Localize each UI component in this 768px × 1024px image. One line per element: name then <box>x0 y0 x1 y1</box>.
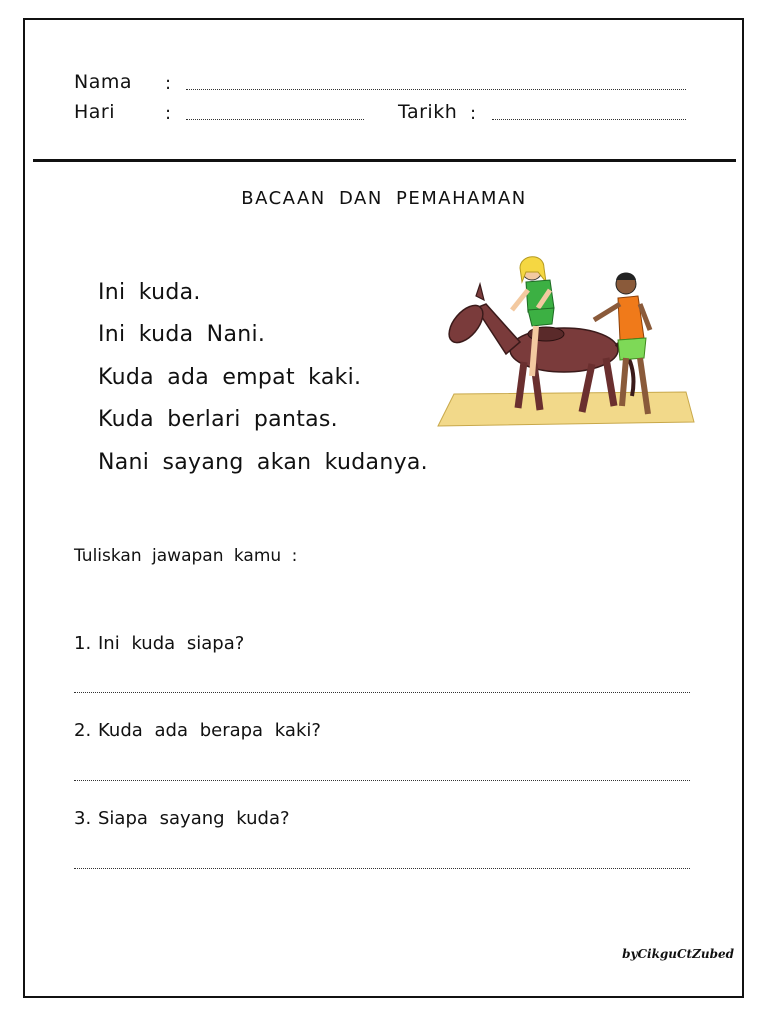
page-title: BACAAN DAN PEMAHAMAN <box>241 188 527 209</box>
boy-shorts <box>618 338 646 360</box>
instruction-text: Tuliskan jawapan kamu : <box>74 546 298 566</box>
question-number: 3. <box>74 808 92 829</box>
passage-line: Ini kuda Nani. <box>98 322 266 347</box>
day-colon: : <box>165 103 172 124</box>
name-colon: : <box>165 73 172 94</box>
boy-hair <box>616 273 636 281</box>
question-text: Ini kuda siapa? <box>98 633 245 654</box>
answer-line[interactable] <box>74 780 690 781</box>
name-label: Nama <box>74 71 133 93</box>
girl-arm <box>512 290 528 310</box>
passage-line: Ini kuda. <box>98 280 201 305</box>
answer-line[interactable] <box>74 868 690 869</box>
question-text: Siapa sayang kuda? <box>98 808 290 829</box>
ground-mat <box>438 392 694 426</box>
girl-leg <box>532 326 536 376</box>
date-colon: : <box>470 103 477 124</box>
passage-line: Nani sayang akan kudanya. <box>98 450 428 475</box>
horse-riding-illustration <box>436 246 698 428</box>
name-field[interactable] <box>186 89 686 90</box>
question-text: Kuda ada berapa kaki? <box>98 720 321 741</box>
horse-ear <box>476 284 484 300</box>
question-number: 1. <box>74 633 92 654</box>
date-field[interactable] <box>492 119 686 120</box>
question-item <box>74 808 290 829</box>
passage-line: Kuda berlari pantas. <box>98 407 338 432</box>
boy-arm <box>594 304 620 320</box>
date-label: Tarikh <box>398 101 458 123</box>
header-divider <box>33 159 736 162</box>
day-field[interactable] <box>186 119 364 120</box>
author-credit: byCikguCtZubed <box>622 947 734 961</box>
answer-line[interactable] <box>74 692 690 693</box>
boy-shirt <box>618 296 644 340</box>
question-item <box>74 633 244 654</box>
girl-shorts <box>528 308 554 326</box>
day-label: Hari <box>74 101 116 123</box>
boy-leg <box>622 358 626 406</box>
page-border <box>23 18 744 998</box>
passage-line: Kuda ada empat kaki. <box>98 365 362 390</box>
question-number: 2. <box>74 720 92 741</box>
question-item <box>74 720 321 741</box>
